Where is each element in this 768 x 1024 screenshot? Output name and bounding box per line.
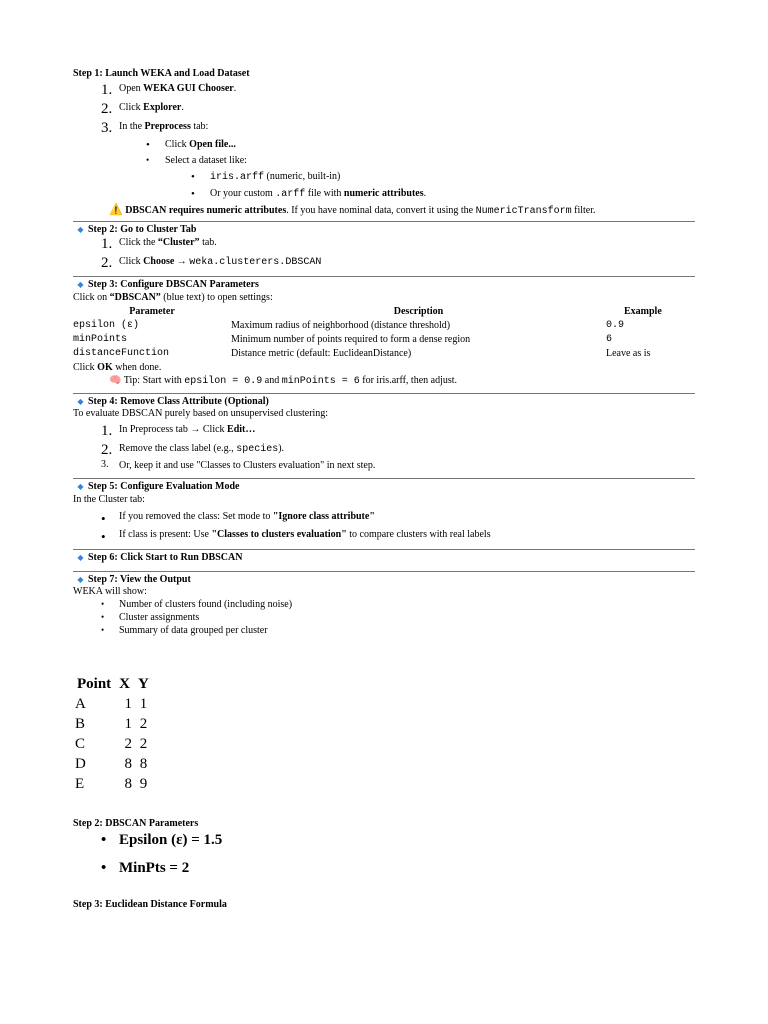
step2-item-2: [73, 256, 695, 276]
step5-heading: [73, 479, 695, 494]
x-cell: 1: [124, 715, 133, 732]
step1-dataset-custom: [73, 188, 695, 204]
diamond-icon: ◆: [77, 552, 84, 562]
item-text: Click: [200, 424, 228, 435]
step2-item-1: [73, 236, 695, 256]
step2-heading: [73, 222, 695, 237]
item-bold: OK: [97, 361, 113, 373]
warning-text: filter.: [571, 204, 596, 216]
step1-heading: Step 1: Launch WEKA and Load Dataset: [73, 68, 250, 79]
item-text: Cluster assignments: [119, 612, 200, 623]
bullet: •: [101, 510, 106, 526]
table-row: [73, 734, 153, 754]
item-text: Epsilon (ε) = 1.5: [119, 831, 223, 848]
y-cell: 1: [139, 695, 148, 712]
item-text: to compare clusters with real labels: [346, 528, 491, 540]
list-number: 2.: [101, 442, 113, 458]
example-cell: Leave as is: [606, 348, 651, 360]
column-header: X: [119, 675, 131, 692]
item-bold: MinPts: [119, 859, 166, 876]
x-cell: 2: [124, 735, 133, 752]
table-row: [73, 348, 695, 362]
list-number: 1.: [101, 81, 113, 98]
code-text: .arff: [275, 188, 306, 200]
item-text: Click: [119, 256, 144, 267]
item-text: Summary of data grouped per cluster: [119, 625, 268, 636]
step7-item-1: [73, 599, 695, 612]
points-table: [73, 674, 153, 794]
example-cell: 0.9: [606, 320, 625, 332]
intro-text: Click on: [73, 291, 110, 303]
table-header-row: [73, 674, 153, 694]
list-number: 3.: [101, 459, 109, 470]
x-cell: 8: [124, 775, 133, 792]
step5-item-1: [73, 509, 695, 529]
step3-done: [73, 362, 695, 375]
column-header: Example: [624, 306, 662, 318]
column-header: Y: [138, 675, 149, 692]
point-cell: C: [75, 735, 86, 752]
diamond-icon: ◆: [77, 482, 84, 491]
list-number: 2.: [101, 100, 113, 117]
item-text: Click: [119, 101, 144, 113]
step6-heading: [73, 550, 695, 571]
step3-tip: [73, 375, 695, 393]
item-text: Number of clusters found (including noise): [119, 599, 293, 610]
list-number: 1.: [101, 423, 113, 439]
example-cell: 6: [606, 334, 613, 346]
tip-text: Tip: Start with: [121, 374, 185, 386]
intro-bold: “DBSCAN”: [109, 291, 161, 303]
table-row: [73, 774, 153, 794]
x-cell: 1: [124, 695, 133, 712]
warning-icon: ⚠️: [109, 203, 123, 216]
step7-heading: [73, 572, 695, 587]
item-text: tab.: [199, 237, 217, 248]
step3-intro: [73, 292, 695, 306]
item-text: tab:: [190, 120, 209, 132]
desc-cell: Maximum radius of neighborhood (distance threshold): [231, 320, 451, 332]
item-bold: WEKA GUI Chooser: [143, 82, 234, 94]
tip-text: and: [262, 374, 282, 386]
step7-item-2: [73, 612, 695, 625]
step1-warning: [73, 204, 695, 221]
item-text: file with: [305, 187, 344, 199]
item-bold: “Cluster”: [157, 237, 200, 248]
param-cell: minPoints: [73, 334, 128, 346]
arrow-icon: →: [190, 424, 201, 435]
document: [73, 68, 695, 911]
step7-item-3: [73, 625, 695, 638]
arrow-icon: →: [174, 256, 190, 267]
y-cell: 2: [139, 735, 148, 752]
heading-text: Step 7: View the Output: [88, 573, 191, 585]
code-text: minPoints = 6: [281, 375, 360, 387]
warning-text: . If you have nominal data, convert it using the: [286, 204, 476, 216]
heading-text: Step 6: Click Start to Run DBSCAN: [88, 551, 243, 563]
table-row: [73, 334, 695, 348]
diamond-icon: ◆: [77, 224, 84, 234]
bullet: •: [101, 859, 107, 876]
item-bold: Open file...: [189, 138, 236, 150]
heading-text: Step 2: Go to Cluster Tab: [88, 223, 197, 235]
step1-dataset-iris: [73, 171, 695, 188]
bullet: •: [191, 187, 195, 200]
item-text: (numeric, built-in): [264, 170, 341, 182]
item-text: Remove the class label (e.g.,: [119, 443, 237, 454]
item-bold: Edit…: [227, 424, 256, 435]
item-text: Open: [119, 82, 144, 94]
bullet: •: [101, 528, 106, 544]
column-header: Point: [77, 675, 112, 692]
table-header-row: [73, 306, 695, 320]
item-text: Or, keep it and use "Classes to Clusters evaluation" in next step.: [119, 460, 376, 471]
y-cell: 8: [139, 755, 148, 772]
section2-heading: Step 2: DBSCAN Parameters: [73, 818, 199, 829]
step1-item-1: [73, 83, 695, 102]
epsilon-item: [73, 831, 695, 859]
step5-item-2: [73, 529, 695, 549]
point-cell: D: [75, 755, 86, 772]
warning-bold: DBSCAN requires numeric attributes: [125, 204, 287, 216]
item-text: Click the: [119, 237, 158, 248]
item-text: If class is present: Use: [119, 528, 212, 540]
diamond-icon: ◆: [77, 280, 84, 289]
item-text: In the: [119, 120, 145, 132]
item-bold: Explorer: [143, 101, 182, 113]
code-text: NumericTransform: [475, 205, 572, 217]
item-text: ).: [278, 443, 285, 454]
section3-heading: Step 3: Euclidean Distance Formula: [73, 898, 227, 910]
bullet: •: [101, 599, 105, 609]
bullet: •: [101, 612, 105, 622]
item-text: .: [181, 101, 184, 113]
bullet: •: [101, 625, 105, 635]
heading-text: Step 5: Configure Evaluation Mode: [88, 481, 240, 492]
item-text: Click: [165, 138, 190, 150]
item-text: Select a dataset like:: [165, 154, 247, 166]
step3-heading: [73, 277, 695, 292]
item-bold: Preprocess: [144, 120, 191, 132]
param-cell: distanceFunction: [73, 348, 170, 360]
item-bold: "Ignore class attribute": [272, 510, 375, 522]
table-row: [73, 320, 695, 334]
bullet: •: [191, 170, 195, 183]
step1-list: [73, 83, 695, 221]
item-text: when done.: [112, 361, 162, 373]
item-text: = 2: [165, 859, 190, 876]
code-text: species: [236, 444, 279, 455]
step4-heading: [73, 394, 695, 409]
list-number: 2.: [101, 255, 113, 271]
item-text: Click: [73, 361, 98, 373]
point-cell: B: [75, 715, 86, 732]
column-header: Parameter: [129, 306, 175, 318]
minpts-item: [73, 859, 695, 883]
desc-cell: Minimum number of points required to form a dense region: [231, 334, 471, 346]
list-number: 3.: [101, 119, 113, 136]
diamond-icon: ◆: [77, 574, 84, 584]
table-row: [73, 694, 153, 714]
step1-sub-select-dataset: [73, 155, 695, 171]
code-text: epsilon = 0.9: [184, 375, 263, 387]
step1-sub-open-file: [73, 139, 695, 155]
parameters-table: [73, 306, 695, 362]
item-text: .: [423, 187, 427, 199]
step4-item-3: [73, 460, 695, 478]
y-cell: 2: [139, 715, 148, 732]
step5-intro: In the Cluster tab:: [73, 493, 145, 505]
table-row: [73, 714, 153, 734]
item-text: If you removed the class: Set mode to: [119, 510, 273, 522]
item-text: In Preprocess tab: [119, 424, 191, 435]
intro-text: (blue text) to open settings:: [160, 291, 273, 303]
step1-item-2: [73, 102, 695, 121]
column-header: Description: [393, 306, 444, 318]
step4-item-2: [73, 443, 695, 460]
diamond-icon: ◆: [77, 396, 84, 406]
code-text: weka.clusterers.DBSCAN: [189, 257, 322, 268]
code-text: iris.arff: [210, 171, 265, 183]
x-cell: 8: [124, 755, 133, 772]
point-cell: A: [75, 695, 86, 712]
bullet: •: [101, 831, 107, 848]
bullet: •: [146, 138, 150, 151]
item-bold: numeric attributes: [343, 187, 424, 199]
tip-text: for iris.arff, then adjust.: [359, 374, 458, 386]
desc-cell: Distance metric (default: EuclideanDistance): [231, 348, 412, 360]
bullet: •: [146, 154, 150, 165]
step7-intro: WEKA will show:: [73, 586, 147, 597]
brain-icon: 🧠: [109, 374, 122, 386]
step4-intro: To evaluate DBSCAN purely based on unsupervised clustering:: [73, 408, 329, 419]
heading-text: Step 4: Remove Class Attribute (Optional): [88, 395, 269, 407]
item-text: Or your custom: [210, 187, 276, 199]
point-cell: E: [75, 775, 85, 792]
step4-item-1: [73, 422, 695, 443]
list-number: 1.: [101, 236, 113, 252]
item-bold: Choose: [143, 256, 175, 267]
step1-item-3: [73, 121, 695, 139]
y-cell: 9: [139, 775, 148, 792]
item-text: .: [233, 82, 237, 94]
param-cell: epsilon (ε): [73, 320, 140, 332]
item-bold: "Classes to clusters evaluation": [211, 528, 347, 540]
heading-text: Step 3: Configure DBSCAN Parameters: [88, 279, 259, 290]
table-row: [73, 754, 153, 774]
